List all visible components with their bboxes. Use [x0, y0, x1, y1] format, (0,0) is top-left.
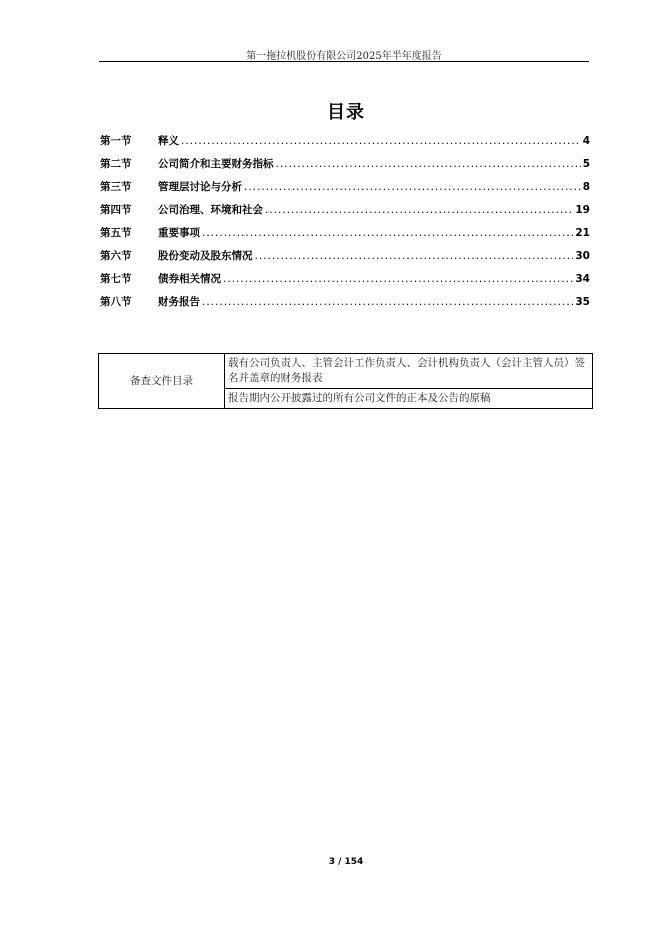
toc-section-number: 第六节: [100, 250, 132, 262]
table-of-contents: [100, 133, 590, 317]
toc-entry[interactable]: [100, 248, 590, 271]
toc-page-number: 30: [575, 250, 590, 262]
toc-section-number: 第五节: [100, 227, 132, 239]
toc-entry[interactable]: [100, 133, 590, 156]
toc-entry[interactable]: [100, 156, 590, 179]
toc-section-number: 第八节: [100, 296, 132, 308]
toc-section-name: 释义: [158, 135, 179, 147]
toc-section-number: 第三节: [100, 181, 132, 193]
toc-section-name: 财务报告: [158, 296, 200, 308]
page-number: 3 / 154: [328, 857, 364, 867]
toc-page-number: 4: [582, 135, 590, 147]
toc-leader-dots: [202, 296, 573, 308]
toc-entry[interactable]: [100, 225, 590, 248]
toc-page-number: 34: [575, 273, 590, 285]
toc-leader-dots: [265, 204, 573, 216]
toc-section-name: 股份变动及股东情况: [158, 250, 253, 262]
toc-leader-dots: [223, 273, 573, 285]
running-header: 第一拖拉机股份有限公司2025年半年度报告: [246, 51, 442, 62]
toc-section-name: 公司治理、环境和社会: [158, 204, 263, 216]
toc-page-number: 35: [575, 296, 590, 308]
table-row: [99, 354, 593, 389]
toc-entry[interactable]: [100, 271, 590, 294]
toc-section-number: 第二节: [100, 158, 132, 170]
toc-leader-dots: [181, 135, 581, 147]
toc-leader-dots: [255, 250, 574, 262]
reference-document-item: 载有公司负责人、主管会计工作负责人、会计机构负责人（会计主管人员）签名并盖章的财务报表: [225, 354, 593, 389]
reference-documents-table: [98, 353, 593, 409]
header-rule: [99, 61, 589, 62]
toc-page-number: 21: [575, 227, 590, 239]
toc-section-name: 重要事项: [158, 227, 200, 239]
toc-leader-dots: [276, 158, 581, 170]
toc-entry[interactable]: [100, 202, 590, 225]
toc-section-name: 公司简介和主要财务指标: [158, 158, 274, 170]
toc-leader-dots: [202, 227, 573, 239]
toc-entry[interactable]: [100, 294, 590, 317]
toc-section-number: 第七节: [100, 273, 132, 285]
toc-page-number: 8: [582, 181, 590, 193]
toc-section-name: 债券相关情况: [158, 273, 221, 285]
toc-page-number: 19: [575, 204, 590, 216]
toc-section-name: 管理层讨论与分析: [158, 181, 242, 193]
reference-documents-label: 备查文件目录: [99, 354, 225, 409]
toc-section-number: 第一节: [100, 135, 132, 147]
toc-leader-dots: [244, 181, 581, 193]
toc-entry[interactable]: [100, 179, 590, 202]
toc-title: 目录: [327, 102, 365, 123]
reference-document-item: 报告期内公开披露过的所有公司文件的正本及公告的原稿: [225, 389, 593, 409]
toc-page-number: 5: [582, 158, 590, 170]
toc-section-number: 第四节: [100, 204, 132, 216]
